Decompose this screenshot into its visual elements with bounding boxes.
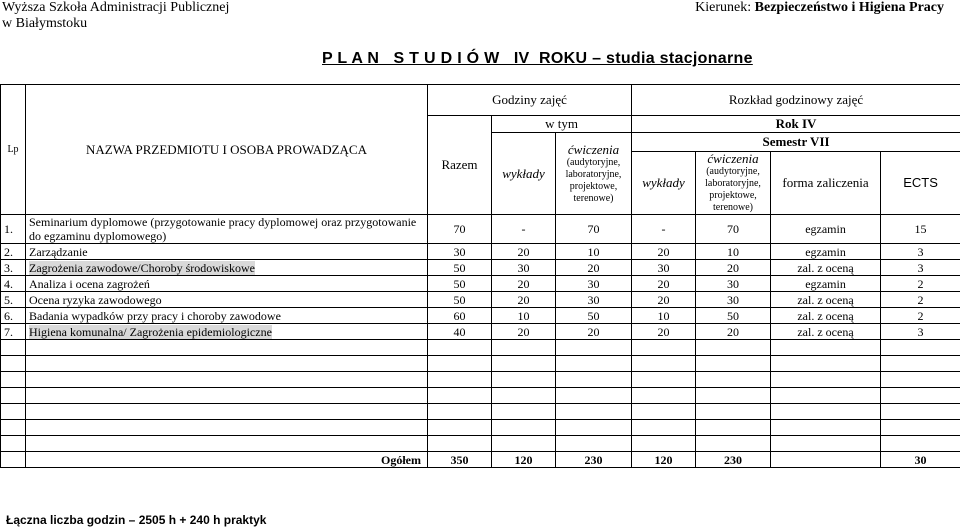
total-cwiczenia: 230 <box>556 452 632 468</box>
row-ects: 3 <box>881 244 960 260</box>
row-subject: Badania wypadków przy pracy i choroby zawodowe <box>26 308 428 324</box>
row-cwiczenia: 30 <box>556 292 632 308</box>
row-forma: egzamin <box>771 276 881 292</box>
row-sem-wyklady: 20 <box>632 292 696 308</box>
page-title: P L A N S T U D I Ó W IV ROKU – studia stacjonarne <box>322 50 753 67</box>
col-cwiczenia-header <box>556 133 632 215</box>
row-forma: zal. z oceną <box>771 292 881 308</box>
row-subject: Seminarium dyplomowe (przygotowanie pracy dyplomowej oraz przygotowanie do egzaminu dyplomowego) <box>26 215 428 244</box>
row-sem-cwiczenia: 70 <box>696 215 771 244</box>
year-header: Rok IV <box>632 116 960 133</box>
row-ects: 3 <box>881 324 960 340</box>
row-razem: 70 <box>428 215 492 244</box>
row-forma: zal. z oceną <box>771 260 881 276</box>
row-ects: 2 <box>881 276 960 292</box>
row-lp: 7. <box>1 324 26 340</box>
row-subject: Zarządzanie <box>26 244 428 260</box>
row-subject: Ocena ryzyka zawodowego <box>26 292 428 308</box>
row-cwiczenia: 20 <box>556 324 632 340</box>
total-row <box>1 452 960 468</box>
total-label: Ogółem <box>26 452 428 468</box>
row-lp: 1. <box>1 215 26 244</box>
school-name <box>2 0 229 32</box>
total-sem-cwiczenia: 230 <box>696 452 771 468</box>
row-subject-text: Zagrożenia zawodowe/Choroby środowiskowe <box>29 260 255 275</box>
row-sem-cwiczenia: 20 <box>696 324 771 340</box>
total-wyklady: 120 <box>492 452 556 468</box>
sem-cwiczenia-detail: (audytoryjne, laboratoryjne, projektowe, terenowe) <box>705 166 761 213</box>
table-row <box>1 324 960 340</box>
schedule-header: Rozkład godzinowy zajęć <box>632 85 960 116</box>
col-razem-header: Razem <box>428 116 492 215</box>
row-ects: 2 <box>881 292 960 308</box>
semester-header: Semestr VII <box>632 133 960 152</box>
school-line-2: w Białymstoku <box>2 16 88 31</box>
row-wyklady: 20 <box>492 276 556 292</box>
col-wyklady-header: wykłady <box>492 133 556 215</box>
table-row <box>1 260 960 276</box>
row-wyklady: 10 <box>492 308 556 324</box>
row-sem-cwiczenia: 50 <box>696 308 771 324</box>
row-sem-wyklady: 30 <box>632 260 696 276</box>
row-razem: 40 <box>428 324 492 340</box>
row-ects: 15 <box>881 215 960 244</box>
row-subject-text: Higiena komunalna/ Zagrożenia epidemiologiczne <box>29 324 272 339</box>
row-cwiczenia: 20 <box>556 260 632 276</box>
total-hours-note: Łączna liczba godzin – 2505 h + 240 h praktyk <box>6 513 267 527</box>
col-sem-cwiczenia-header <box>696 152 771 215</box>
total-forma <box>771 452 881 468</box>
empty-row <box>1 404 960 420</box>
row-cwiczenia: 10 <box>556 244 632 260</box>
col-sem-wyklady-header: wykłady <box>632 152 696 215</box>
row-wyklady: - <box>492 215 556 244</box>
row-lp: 2. <box>1 244 26 260</box>
direction <box>695 0 944 16</box>
cwiczenia-detail: (audytoryjne, laboratoryjne, projektowe, terenowe) <box>565 156 622 204</box>
table-row <box>1 308 960 324</box>
row-sem-cwiczenia: 10 <box>696 244 771 260</box>
row-subject <box>26 324 428 340</box>
row-forma: zal. z oceną <box>771 308 881 324</box>
cwiczenia-label: ćwiczenia <box>567 141 620 157</box>
study-plan-table <box>0 84 960 468</box>
row-sem-cwiczenia: 30 <box>696 276 771 292</box>
empty-row <box>1 340 960 356</box>
col-forma-header: forma zaliczenia <box>771 152 881 215</box>
direction-value: Bezpieczeństwo i Higiena Pracy <box>754 0 944 15</box>
total-sem-wyklady: 120 <box>632 452 696 468</box>
row-sem-wyklady: 10 <box>632 308 696 324</box>
total-razem: 350 <box>428 452 492 468</box>
empty-row <box>1 356 960 372</box>
table-row <box>1 292 960 308</box>
empty-row <box>1 420 960 436</box>
total-ects: 30 <box>881 452 960 468</box>
row-razem: 60 <box>428 308 492 324</box>
row-wyklady: 30 <box>492 260 556 276</box>
row-forma: egzamin <box>771 244 881 260</box>
row-razem: 50 <box>428 276 492 292</box>
row-sem-wyklady: 20 <box>632 244 696 260</box>
table-row <box>1 276 960 292</box>
row-forma: zal. z oceną <box>771 324 881 340</box>
row-cwiczenia: 30 <box>556 276 632 292</box>
row-lp: 6. <box>1 308 26 324</box>
col-lp-header: Lp <box>1 85 26 215</box>
row-lp: 5. <box>1 292 26 308</box>
row-sem-wyklady: 20 <box>632 324 696 340</box>
w-tym-header: w tym <box>492 116 632 133</box>
school-line-1: Wyższa Szkoła Administracji Publicznej <box>2 0 230 15</box>
row-cwiczenia: 70 <box>556 215 632 244</box>
row-razem: 50 <box>428 260 492 276</box>
row-wyklady: 20 <box>492 324 556 340</box>
empty-row <box>1 372 960 388</box>
row-wyklady: 20 <box>492 292 556 308</box>
row-wyklady: 20 <box>492 244 556 260</box>
row-subject <box>26 260 428 276</box>
row-sem-cwiczenia: 20 <box>696 260 771 276</box>
row-sem-wyklady: 20 <box>632 276 696 292</box>
row-razem: 30 <box>428 244 492 260</box>
sem-cwiczenia-label: ćwiczenia <box>707 151 759 166</box>
row-subject: Analiza i ocena zagrożeń <box>26 276 428 292</box>
table-row <box>1 244 960 260</box>
row-forma: egzamin <box>771 215 881 244</box>
row-ects: 3 <box>881 260 960 276</box>
row-cwiczenia: 50 <box>556 308 632 324</box>
direction-label: Kierunek: <box>695 0 752 15</box>
row-sem-cwiczenia: 30 <box>696 292 771 308</box>
empty-row <box>1 388 960 404</box>
hours-header: Godziny zajęć <box>428 85 632 116</box>
col-subject-header: NAZWA PRZEDMIOTU I OSOBA PROWADZĄCA <box>26 85 428 215</box>
row-sem-wyklady: - <box>632 215 696 244</box>
col-ects-header: ECTS <box>881 152 960 215</box>
row-ects: 2 <box>881 308 960 324</box>
row-lp: 3. <box>1 260 26 276</box>
empty-row <box>1 436 960 452</box>
row-razem: 50 <box>428 292 492 308</box>
table-row <box>1 215 960 244</box>
row-lp: 4. <box>1 276 26 292</box>
